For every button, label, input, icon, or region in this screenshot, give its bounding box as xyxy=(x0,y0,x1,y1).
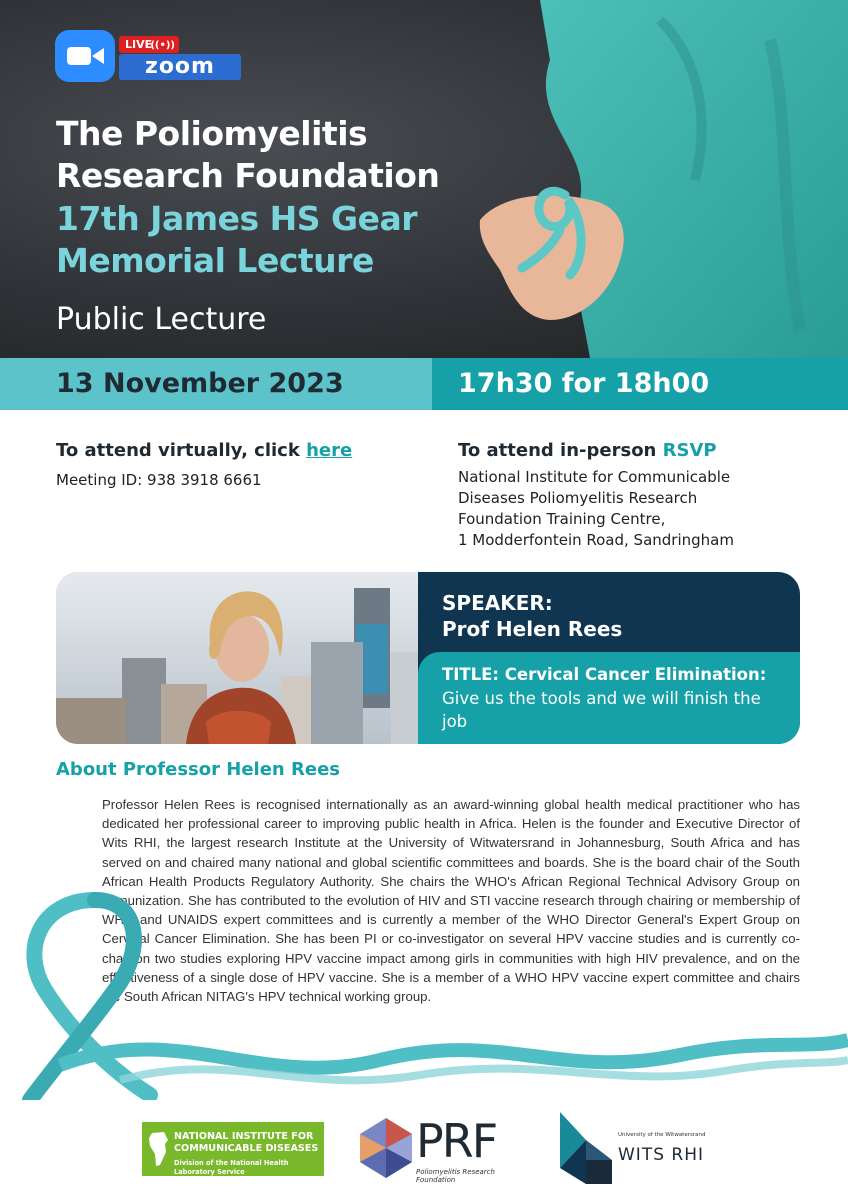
lecture-title-label: TITLE: Cervical Cancer Elimination: xyxy=(442,665,767,684)
rsvp-link[interactable]: RSVP xyxy=(662,440,717,461)
nicd-line-3: Division of the National Health Laboratory Service xyxy=(174,1159,289,1176)
about-body: Professor Helen Rees is recognised internationally as an award-winning global health medical practitioner who has dedicated her professional career to improving public health in Africa. Helen is the founder and Executive Director of Wits RHI, the largest research Institute at the University of Witwatersrand in Johannesburg, South Africa and has served on and chaired many national and global scientific committees and boards. She is the board chair of the South African Health Products Regulatory Authority. She chairs the WHO's African Regional Technical Advisory Group on Immunization. She has contributed to the evolution of HIV and STI vaccine research through chairing or membership of WHO and UNAIDS expert committees and is currently a member of the WHO Director General's Expert Group on Cervical Cancer Elimination. She has been PI or co-investigator on several HPV vaccine studies and is currently co-chair on two studies exploring HPV vaccine impact among girls in communities with high HIV prevalence, and on the effectiveness of a single dose of HPV vaccine. She is a member of a WHO HPV vaccine expert committee and chairs the South African NITAG's HPV technical working group. xyxy=(102,797,800,1005)
title-line-2: Research Foundation xyxy=(56,156,440,195)
wits-university-label: University of the Witwatersrand xyxy=(618,1132,706,1138)
nicd-line-2: COMMUNICABLE DISEASES xyxy=(174,1143,319,1154)
speaker-label: SPEAKER: xyxy=(442,591,553,615)
venue-line-3: Foundation Training Centre, xyxy=(458,510,666,528)
meeting-id: Meeting ID: 938 3918 6661 xyxy=(56,471,262,489)
nicd-line-1: NATIONAL INSTITUTE FOR xyxy=(174,1131,314,1142)
teal-ribbon-hand-photo xyxy=(470,0,848,358)
zoom-live-badge xyxy=(55,30,245,82)
live-label: LIVE xyxy=(125,38,153,51)
zoom-wordmark: zoom xyxy=(119,54,241,80)
prf-polyhedron-icon xyxy=(358,1116,414,1180)
lecture-kind: Public Lecture xyxy=(56,302,267,337)
hero-banner xyxy=(0,0,848,358)
speaker-photo xyxy=(56,572,418,744)
prf-logo xyxy=(358,1112,528,1184)
virtual-heading: To attend virtually, click here xyxy=(56,440,353,461)
wits-rhi-logo xyxy=(560,1112,720,1184)
wits-rhi-mark-icon xyxy=(560,1112,616,1184)
virtual-link[interactable]: here xyxy=(306,440,353,461)
subtitle-line-2: Memorial Lecture xyxy=(56,241,374,280)
africa-map-icon xyxy=(148,1130,170,1168)
prf-wordmark: PRF xyxy=(416,1114,497,1168)
venue-line-2: Diseases Poliomyelitis Research xyxy=(458,489,698,507)
lecture-title: Give us the tools and we will finish the job xyxy=(442,689,761,731)
event-date: 13 November 2023 xyxy=(56,368,344,399)
wits-rhi-wordmark: WITS RHI xyxy=(618,1145,705,1165)
venue-line-4: 1 Modderfontein Road, Sandringham xyxy=(458,531,734,549)
broadcast-icon: ((•)) xyxy=(150,40,175,51)
speaker-name: Prof Helen Rees xyxy=(442,617,623,641)
zoom-camera-icon xyxy=(55,30,115,82)
venue-line-1: National Institute for Communicable xyxy=(458,468,731,486)
prf-subtitle: Poliomyelitis Research Foundation xyxy=(416,1168,495,1184)
nicd-logo xyxy=(142,1122,324,1176)
title-line-1: The Poliomyelitis xyxy=(56,114,368,153)
event-time: 17h30 for 18h00 xyxy=(458,368,710,399)
in-person-heading: To attend in-person RSVP xyxy=(458,440,717,461)
subtitle-line-1: 17th James HS Gear xyxy=(56,199,418,238)
about-heading: About Professor Helen Rees xyxy=(56,759,341,780)
